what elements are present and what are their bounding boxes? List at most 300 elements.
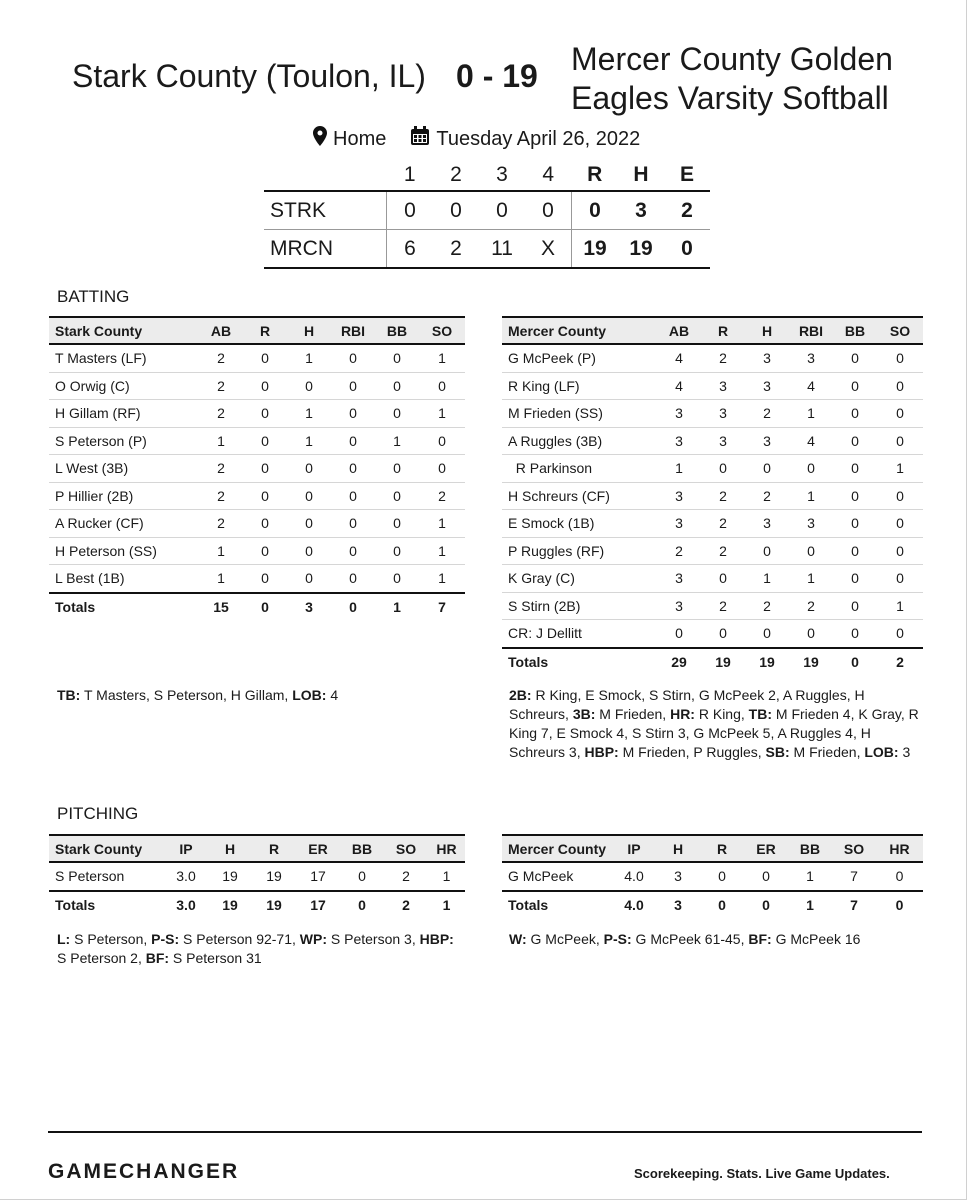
stat-column-header: H <box>208 835 252 862</box>
stat-cell: 0 <box>331 537 375 565</box>
stat-cell: 0 <box>744 862 788 891</box>
stat-column-header: R <box>701 317 745 344</box>
stat-cell: 0 <box>833 427 877 455</box>
totals-cell: 19 <box>789 648 833 676</box>
totals-cell: 0 <box>876 891 923 919</box>
pitching-section-title: PITCHING <box>57 804 139 823</box>
stat-column-header: SO <box>384 835 428 862</box>
stat-cell: 1 <box>419 510 465 538</box>
stat-column-header: RBI <box>331 317 375 344</box>
note-text: R King, E Smock, S Stirn, G McPeek 2, A Ruggles, H Schreurs, <box>509 687 865 722</box>
note-label: SB: <box>765 744 790 760</box>
stat-cell: 3 <box>701 372 745 400</box>
stat-cell: 2 <box>199 510 243 538</box>
totals-label: Totals <box>49 891 164 919</box>
totals-cell: 3 <box>287 593 331 621</box>
player-name: M Frieden (SS) <box>502 400 657 428</box>
stat-column-header: BB <box>340 835 384 862</box>
table-header-row <box>502 317 923 344</box>
final-score: 0 - 19 <box>456 58 538 94</box>
stat-cell: 1 <box>199 537 243 565</box>
stat-column-header: SO <box>419 317 465 344</box>
totals-cell: 0 <box>833 648 877 676</box>
totals-label: Totals <box>502 891 612 919</box>
stat-cell: 1 <box>745 565 789 593</box>
inning-runs: 0 <box>433 191 479 230</box>
footer-divider <box>48 1131 922 1133</box>
stat-cell: 0 <box>243 565 287 593</box>
note-text: S Peterson 3, <box>327 931 420 947</box>
totals-cell: 4.0 <box>612 891 656 919</box>
stat-cell: 0 <box>745 537 789 565</box>
stat-cell: 2 <box>199 344 243 372</box>
player-name: S Stirn (2B) <box>502 592 657 620</box>
note-label: LOB: <box>864 744 899 760</box>
stat-cell: 2 <box>384 862 428 891</box>
table-row <box>502 344 923 372</box>
stat-cell: 0 <box>243 482 287 510</box>
stat-column-header: BB <box>788 835 832 862</box>
player-name: G McPeek <box>502 862 612 891</box>
pitching-table-stark <box>49 834 465 918</box>
player-name: K Gray (C) <box>502 565 657 593</box>
stat-cell: 3 <box>701 427 745 455</box>
inning-runs: 11 <box>479 230 525 269</box>
totals-cell: 17 <box>296 891 340 919</box>
note-label: W: <box>509 931 527 947</box>
stat-cell: 3 <box>789 344 833 372</box>
stat-cell: 0 <box>243 344 287 372</box>
totals-cell: 3.0 <box>164 891 208 919</box>
stat-cell: 1 <box>419 400 465 428</box>
note-text: M Frieden, <box>595 706 671 722</box>
stat-cell: 19 <box>252 862 296 891</box>
note-text: S Peterson 2, <box>57 950 146 966</box>
stat-cell: 3 <box>657 400 701 428</box>
note-text: 3 <box>898 744 911 760</box>
player-name: L Best (1B) <box>49 565 199 593</box>
stat-cell: 0 <box>375 400 419 428</box>
stat-column-header: HR <box>876 835 923 862</box>
stat-cell: 0 <box>833 620 877 648</box>
note-label: 2B: <box>509 687 532 703</box>
totals-cell: 29 <box>657 648 701 676</box>
player-name: H Peterson (SS) <box>49 537 199 565</box>
team-abbr: MRCN <box>264 230 387 269</box>
stat-cell: 0 <box>287 565 331 593</box>
stat-column-header: R <box>252 835 296 862</box>
stat-cell: 0 <box>375 565 419 593</box>
stat-cell: 3 <box>789 510 833 538</box>
total-errors: 2 <box>664 191 710 230</box>
total-runs: 19 <box>572 230 619 269</box>
inning-header: 1 <box>403 163 416 186</box>
stat-cell: 0 <box>701 455 745 483</box>
table-row <box>49 372 465 400</box>
away-team-name: Mercer County Golden Eagles Varsity Softball <box>571 41 893 116</box>
stat-cell: 0 <box>287 455 331 483</box>
footer-tagline: Scorekeeping. Stats. Live Game Updates. <box>634 1166 890 1181</box>
note-label: P-S: <box>151 931 180 947</box>
stat-cell: 3 <box>657 482 701 510</box>
inning-runs: X <box>525 230 572 269</box>
stat-cell: 2 <box>789 592 833 620</box>
hits-header: H <box>633 163 649 186</box>
totals-label: Totals <box>49 593 199 621</box>
stat-cell: 4 <box>657 372 701 400</box>
note-label: LOB: <box>292 687 327 703</box>
player-name: S Peterson <box>49 862 164 891</box>
stat-cell: 1 <box>419 565 465 593</box>
stat-cell: 2 <box>419 482 465 510</box>
totals-cell: 0 <box>744 891 788 919</box>
player-name: H Gillam (RF) <box>49 400 199 428</box>
stat-cell: 3 <box>656 862 700 891</box>
stat-cell: 0 <box>833 537 877 565</box>
stat-cell: 4 <box>789 427 833 455</box>
stat-cell: 1 <box>419 537 465 565</box>
stat-cell: 2 <box>657 537 701 565</box>
player-name: R Parkinson <box>502 455 657 483</box>
inning-runs: 0 <box>525 191 572 230</box>
batting-table-stark <box>49 316 465 620</box>
game-date: Tuesday April 26, 2022 <box>436 127 641 150</box>
stat-cell: 1 <box>287 427 331 455</box>
stat-cell: 0 <box>877 482 923 510</box>
stat-cell: 0 <box>243 400 287 428</box>
note-text: S Peterson 31 <box>169 950 262 966</box>
stat-cell: 0 <box>877 537 923 565</box>
stat-cell: 4 <box>657 344 701 372</box>
totals-cell: 1 <box>428 891 465 919</box>
table-row <box>502 565 923 593</box>
totals-cell: 19 <box>745 648 789 676</box>
stat-cell: 3 <box>657 565 701 593</box>
inning-header: 4 <box>542 163 555 186</box>
totals-cell: 19 <box>252 891 296 919</box>
player-name: H Schreurs (CF) <box>502 482 657 510</box>
stat-cell: 1 <box>428 862 465 891</box>
stat-cell: 1 <box>199 427 243 455</box>
table-row <box>502 482 923 510</box>
player-name: A Ruggles (3B) <box>502 427 657 455</box>
inning-runs: 0 <box>479 191 525 230</box>
stat-cell: 0 <box>375 455 419 483</box>
table-row <box>49 565 465 593</box>
stat-cell: 0 <box>331 372 375 400</box>
gamechanger-logo: GAMECHANGER <box>48 1160 240 1183</box>
stat-cell: 0 <box>833 565 877 593</box>
stat-column-header: HR <box>428 835 465 862</box>
table-row <box>49 455 465 483</box>
note-text: T Masters, S Peterson, H Gillam, <box>80 687 293 703</box>
totals-cell: 2 <box>384 891 428 919</box>
stat-cell: 0 <box>331 344 375 372</box>
stat-column-header: BB <box>833 317 877 344</box>
inning-runs: 0 <box>387 191 434 230</box>
table-row <box>49 482 465 510</box>
stat-cell: 0 <box>745 620 789 648</box>
stat-cell: 0 <box>833 592 877 620</box>
total-runs: 0 <box>572 191 619 230</box>
totals-cell: 0 <box>340 891 384 919</box>
stat-cell: 1 <box>877 592 923 620</box>
stat-cell: 2 <box>701 510 745 538</box>
table-row <box>502 862 923 891</box>
stat-cell: 0 <box>243 372 287 400</box>
game-meta <box>313 126 640 152</box>
stat-cell: 0 <box>833 455 877 483</box>
stat-cell: 0 <box>331 427 375 455</box>
table-row <box>502 400 923 428</box>
inning-header: 3 <box>496 163 508 186</box>
table-row <box>49 344 465 372</box>
stat-cell: 0 <box>419 427 465 455</box>
stat-cell: 0 <box>287 537 331 565</box>
stat-column-header: H <box>745 317 789 344</box>
calendar-icon <box>410 126 430 152</box>
inning-runs: 6 <box>387 230 434 269</box>
stat-cell: 0 <box>876 862 923 891</box>
stat-cell: 0 <box>331 455 375 483</box>
stat-cell: 1 <box>287 400 331 428</box>
stat-cell: 2 <box>701 344 745 372</box>
player-name: O Orwig (C) <box>49 372 199 400</box>
stat-cell: 2 <box>701 592 745 620</box>
stat-cell: 0 <box>243 537 287 565</box>
stat-cell: 1 <box>287 344 331 372</box>
table-header-row <box>49 317 465 344</box>
home-team-name: Stark County (Toulon, IL) <box>72 58 426 94</box>
note-label: TB: <box>57 687 81 703</box>
team-column-header: Mercer County <box>502 317 657 344</box>
stat-cell: 0 <box>331 510 375 538</box>
team-column-header: Stark County <box>49 317 199 344</box>
stat-cell: 0 <box>877 565 923 593</box>
stat-cell: 0 <box>375 510 419 538</box>
stat-cell: 1 <box>375 427 419 455</box>
note-label: TB: <box>748 706 772 722</box>
stat-column-header: SO <box>877 317 923 344</box>
stat-cell: 3 <box>745 510 789 538</box>
batting-notes-mercer <box>509 686 921 762</box>
stat-cell: 0 <box>375 344 419 372</box>
stat-cell: 2 <box>745 482 789 510</box>
stat-cell: 0 <box>287 510 331 538</box>
stat-cell: 4 <box>789 372 833 400</box>
player-name: P Hillier (2B) <box>49 482 199 510</box>
table-row <box>49 537 465 565</box>
pitching-table-mercer <box>502 834 923 918</box>
stat-cell: 2 <box>199 482 243 510</box>
stat-cell: 3 <box>745 344 789 372</box>
stat-column-header: H <box>656 835 700 862</box>
stat-cell: 3 <box>657 427 701 455</box>
stat-cell: 0 <box>701 565 745 593</box>
table-row <box>502 427 923 455</box>
line-score-row <box>264 191 710 230</box>
stat-column-header: BB <box>375 317 419 344</box>
stat-cell: 0 <box>375 537 419 565</box>
totals-cell: 7 <box>832 891 876 919</box>
totals-cell: 3 <box>656 891 700 919</box>
note-text: R King, <box>694 706 749 722</box>
player-name: S Peterson (P) <box>49 427 199 455</box>
stat-cell: 0 <box>877 400 923 428</box>
stat-cell: 0 <box>877 344 923 372</box>
game-location: Home <box>333 127 387 150</box>
totals-cell: 1 <box>375 593 419 621</box>
stat-column-header: SO <box>832 835 876 862</box>
stat-cell: 17 <box>296 862 340 891</box>
stat-cell: 0 <box>745 455 789 483</box>
stat-cell: 0 <box>833 482 877 510</box>
player-name: CR: J Dellitt <box>502 620 657 648</box>
stat-cell: 0 <box>419 455 465 483</box>
team-abbr: STRK <box>264 191 387 230</box>
stat-cell: 0 <box>877 372 923 400</box>
stat-cell: 2 <box>199 372 243 400</box>
stat-column-header: AB <box>199 317 243 344</box>
stat-cell: 4.0 <box>612 862 656 891</box>
totals-row <box>502 648 923 676</box>
stat-cell: 0 <box>287 482 331 510</box>
stat-cell: 2 <box>701 482 745 510</box>
note-label: L: <box>57 931 71 947</box>
stat-column-header: R <box>243 317 287 344</box>
stat-cell: 0 <box>789 620 833 648</box>
stat-cell: 0 <box>287 372 331 400</box>
stat-cell: 0 <box>375 372 419 400</box>
pitching-notes-stark <box>57 930 462 968</box>
note-text: G McPeek, <box>526 931 604 947</box>
note-text: M Frieden, <box>789 744 865 760</box>
batting-notes-stark <box>57 686 457 705</box>
note-label: BF: <box>748 931 772 947</box>
stat-cell: 0 <box>243 455 287 483</box>
stat-cell: 0 <box>833 400 877 428</box>
player-name: E Smock (1B) <box>502 510 657 538</box>
stat-column-header: RBI <box>789 317 833 344</box>
table-row <box>502 510 923 538</box>
stat-cell: 1 <box>877 455 923 483</box>
stat-cell: 0 <box>375 482 419 510</box>
totals-label: Totals <box>502 648 657 676</box>
note-label: HBP: <box>419 931 454 947</box>
stat-cell: 1 <box>419 344 465 372</box>
note-label: WP: <box>299 931 328 947</box>
line-score-table <box>264 160 710 269</box>
totals-cell: 1 <box>788 891 832 919</box>
table-row <box>502 592 923 620</box>
stat-cell: 3.0 <box>164 862 208 891</box>
note-text: M Frieden, P Ruggles, <box>618 744 766 760</box>
pitching-notes-mercer <box>509 930 921 949</box>
batting-section-title: BATTING <box>57 287 130 306</box>
table-row <box>502 620 923 648</box>
table-row <box>49 400 465 428</box>
totals-row <box>49 891 465 919</box>
total-errors: 0 <box>664 230 710 269</box>
stat-cell: 0 <box>833 510 877 538</box>
runs-header: R <box>587 163 603 186</box>
stat-column-header: IP <box>164 835 208 862</box>
stat-cell: 0 <box>331 400 375 428</box>
note-label: HR: <box>670 706 695 722</box>
stat-cell: 1 <box>789 482 833 510</box>
stat-cell: 2 <box>199 400 243 428</box>
player-name: A Rucker (CF) <box>49 510 199 538</box>
stat-cell: 0 <box>419 372 465 400</box>
stat-cell: 1 <box>789 565 833 593</box>
stat-cell: 1 <box>199 565 243 593</box>
stat-cell: 0 <box>877 510 923 538</box>
note-text: G McPeek 16 <box>771 931 861 947</box>
note-label: HBP: <box>584 744 619 760</box>
stat-cell: 1 <box>657 455 701 483</box>
stat-cell: 2 <box>199 455 243 483</box>
totals-cell: 19 <box>701 648 745 676</box>
totals-cell: 15 <box>199 593 243 621</box>
table-header-row <box>49 835 465 862</box>
note-text: M Frieden 4, K Gray, R King 7, E Smock 4, S Stirn 3, G McPeek 5, A Ruggles 4, H Schreurs 3, <box>509 706 919 760</box>
team-column-header: Mercer County <box>502 835 612 862</box>
stat-cell: 3 <box>745 372 789 400</box>
stat-column-header: ER <box>744 835 788 862</box>
stat-column-header: IP <box>612 835 656 862</box>
stat-cell: 7 <box>832 862 876 891</box>
totals-cell: 0 <box>331 593 375 621</box>
stat-cell: 0 <box>340 862 384 891</box>
note-text: S Peterson, <box>70 931 152 947</box>
note-text: G McPeek 61-45, <box>631 931 749 947</box>
stat-cell: 0 <box>700 862 744 891</box>
stat-cell: 0 <box>657 620 701 648</box>
note-label: 3B: <box>572 706 596 722</box>
stat-cell: 0 <box>701 620 745 648</box>
map-pin-icon <box>313 126 327 152</box>
errors-header: E <box>679 163 694 186</box>
table-row <box>49 862 465 891</box>
totals-cell: 0 <box>700 891 744 919</box>
note-label: BF: <box>145 950 170 966</box>
note-text: 4 <box>326 687 339 703</box>
stat-cell: 2 <box>745 592 789 620</box>
note-label: P-S: <box>603 931 632 947</box>
totals-row <box>502 891 923 919</box>
stat-cell: 3 <box>657 510 701 538</box>
stat-cell: 0 <box>877 427 923 455</box>
inning-runs: 2 <box>433 230 479 269</box>
player-name: R King (LF) <box>502 372 657 400</box>
stat-cell: 0 <box>331 565 375 593</box>
table-row <box>49 427 465 455</box>
stat-cell: 0 <box>243 510 287 538</box>
stat-cell: 0 <box>833 372 877 400</box>
player-name: T Masters (LF) <box>49 344 199 372</box>
stat-cell: 19 <box>208 862 252 891</box>
stat-cell: 0 <box>833 344 877 372</box>
stat-cell: 2 <box>745 400 789 428</box>
stat-cell: 3 <box>701 400 745 428</box>
stat-cell: 2 <box>701 537 745 565</box>
stat-column-header: H <box>287 317 331 344</box>
note-text: S Peterson 92-71, <box>179 931 300 947</box>
table-row <box>502 455 923 483</box>
total-hits: 3 <box>618 191 664 230</box>
stat-cell: 1 <box>789 400 833 428</box>
stat-cell: 0 <box>877 620 923 648</box>
